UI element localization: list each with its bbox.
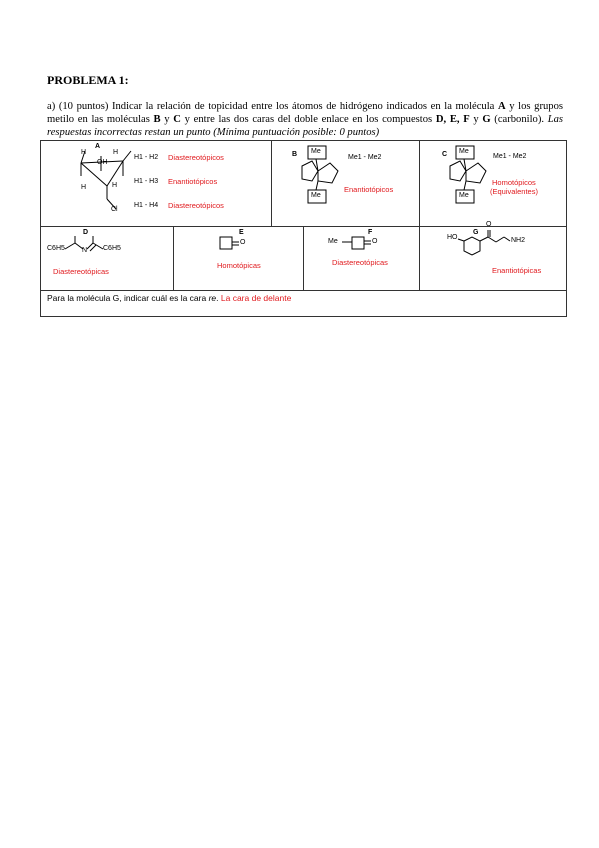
atom-h2: H: [81, 184, 87, 191]
answer-a-1: Diastereotópicos: [168, 153, 224, 162]
molecule-b-letter: B: [292, 151, 298, 158]
problem-title: PROBLEMA 1:: [47, 73, 129, 87]
group-nh2: NH2: [511, 237, 526, 244]
group-c6h5-left: C6H5: [47, 245, 65, 252]
atom-o: O: [240, 239, 246, 246]
cell-molecule-c: [420, 141, 566, 227]
group-me: Me: [328, 238, 338, 245]
atom-h1a: H: [81, 149, 87, 156]
question-face-re: Para la molécula G, indicar cuál es la cara re. La cara de delante: [47, 293, 292, 303]
atom-cl: Cl: [111, 206, 118, 213]
cell-molecule-b: [272, 141, 420, 227]
group-ho: HO: [447, 234, 458, 241]
answer-f: Diastereotópicas: [332, 258, 388, 267]
molecule-g-letter: G: [473, 229, 479, 236]
answer-d: Diastereotópicas: [53, 267, 109, 276]
answer-a-2: Enantiotópicos: [168, 177, 218, 186]
cell-molecule-a: [41, 141, 272, 227]
molecule-a-letter: A: [95, 143, 101, 150]
atom-n: N: [82, 247, 88, 254]
pair-label-b: Me1 - Me2: [348, 154, 382, 161]
atom-h3: H: [113, 149, 119, 156]
molecule-c-letter: C: [442, 151, 448, 158]
answer-table: [40, 140, 567, 317]
answer-a-3: Diastereotópicos: [168, 201, 224, 210]
answer-c-2: (Equivalentes): [490, 187, 538, 196]
pair-label-3: H1 - H4: [134, 202, 159, 209]
pair-label-1: H1 - H2: [134, 154, 159, 161]
atom-h1b: H: [112, 182, 118, 189]
molecule-d-letter: D: [83, 229, 89, 236]
atom-oh: OH: [97, 159, 108, 166]
pair-label-c: Me1 - Me2: [493, 153, 527, 160]
answer-e: Homotópicas: [217, 261, 261, 270]
molecule-f-letter: F: [368, 229, 373, 236]
answer-c-1: Homotópicos: [492, 178, 536, 187]
molecule-e-letter: E: [239, 229, 244, 236]
molecule-e-structure: [174, 227, 304, 291]
pair-label-2: H1 - H3: [134, 178, 159, 185]
cell-molecule-f: [304, 227, 420, 291]
cell-molecule-d: [41, 227, 174, 291]
answer-g: Enantiotópicas: [492, 266, 542, 275]
answer-b: Enantiotópicos: [344, 185, 394, 194]
problem-statement: a) (10 puntos) Indicar la relación de topicidad entre los átomos de hidrógeno indicados en la molécula A y los grupos metilo en las moléculas B y C y entre las dos caras del doble enlace en los compuestos D, E, F y G (carbonilo). Las respuestas incorrectas restan un punto (Mínima puntuación posible: 0 puntos): [47, 101, 564, 138]
molecule-g-structure: [420, 227, 566, 291]
atom-o: O: [372, 238, 378, 245]
methyl-1: Me: [459, 148, 469, 155]
molecule-d-structure: [41, 227, 174, 291]
atom-o: O: [486, 221, 492, 228]
answer-face-re: La cara de delante: [220, 293, 292, 303]
methyl-1: Me: [311, 148, 321, 155]
cell-molecule-e: [174, 227, 304, 291]
methyl-2: Me: [459, 192, 469, 199]
methyl-2: Me: [311, 192, 321, 199]
group-c6h5-right: C6H5: [103, 245, 121, 252]
cell-molecule-g: [420, 221, 566, 291]
